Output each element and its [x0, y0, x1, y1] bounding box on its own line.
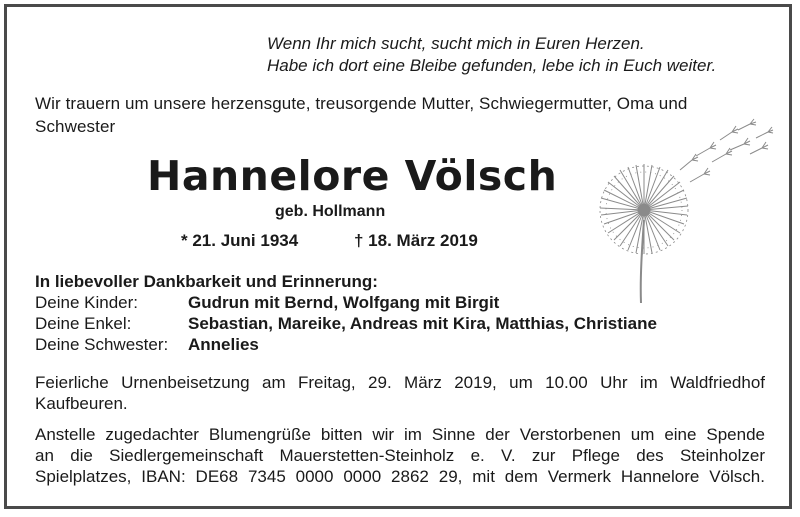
- family-value-sister: Annelies: [188, 335, 259, 354]
- deceased-name: Hannelore Völsch: [147, 152, 558, 200]
- donation-line-3: Spielplatzes, IBAN: DE68 7345 0000 0000 2862 29, mit dem Vermerk Hannelore Völsch.: [35, 467, 765, 486]
- quote-line-2: Habe ich dort eine Bleibe gefunden, lebe ich in Euch weiter.: [267, 56, 717, 75]
- funeral-line-1: Feierliche Urnenbeisetzung am Freitag, 29. März 2019, um 10.00 Uhr im Waldfriedhof: [35, 373, 765, 392]
- quote-line-1: Wenn Ihr mich sucht, sucht mich in Euren Herzen.: [267, 34, 645, 53]
- death-date: † 18. März 2019: [354, 231, 478, 250]
- family-value-grandchildren: Sebastian, Mareike, Andreas mit Kira, Matthias, Christiane: [188, 314, 657, 333]
- maiden-name: geb. Hollmann: [275, 203, 386, 220]
- family-label-children: Deine Kinder:: [35, 293, 139, 312]
- family-label-sister: Deine Schwester:: [35, 335, 169, 354]
- family-label-grandchildren: Deine Enkel:: [35, 314, 132, 333]
- family-value-children: Gudrun mit Bernd, Wolfgang mit Birgit: [188, 293, 500, 312]
- donation-line-2: an die Siedlergemeinschaft Mauerstetten-Steinholz e. V. zur Pflege des Steinholzer: [35, 446, 765, 465]
- birth-date: * 21. Juni 1934: [181, 231, 299, 250]
- intro-line-1: Wir trauern um unsere herzensgute, treusorgende Mutter, Schwiegermutter, Oma und: [35, 94, 688, 113]
- funeral-line-2: Kaufbeuren.: [35, 394, 128, 413]
- family-heading: In liebevoller Dankbarkeit und Erinnerung:: [35, 272, 378, 291]
- intro-line-2: Schwester: [35, 117, 116, 136]
- donation-line-1: Anstelle zugedachter Blumengrüße bitten wir im Sinne der Verstorbenen um eine Spende: [35, 425, 765, 444]
- dandelion-illustration: [580, 118, 780, 308]
